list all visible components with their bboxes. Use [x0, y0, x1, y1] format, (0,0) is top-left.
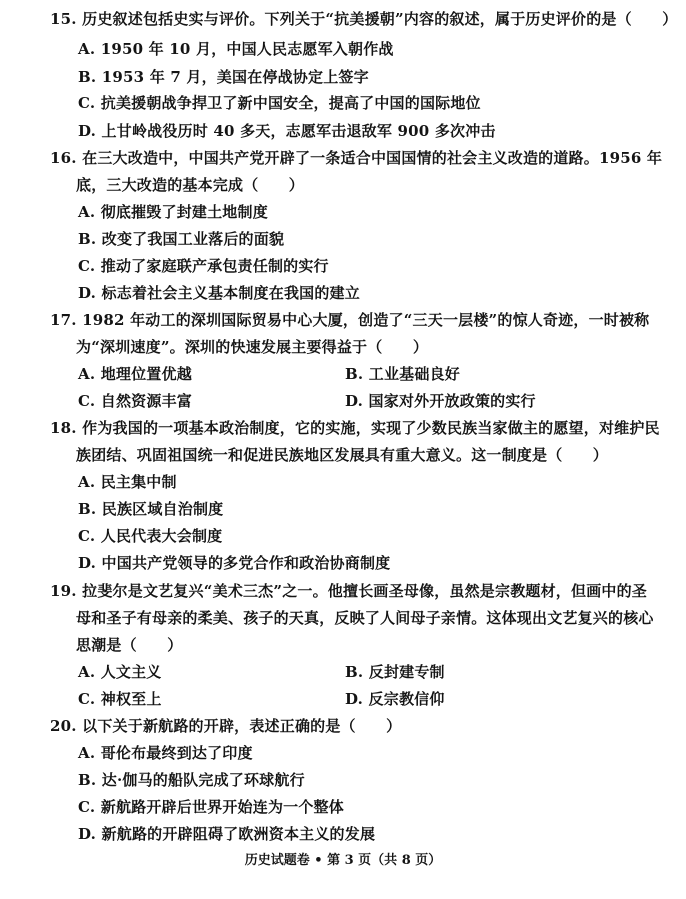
- option-text: 自然资源丰富: [100, 392, 192, 410]
- option-label: C.: [78, 257, 96, 275]
- option-b: [78, 499, 223, 519]
- question-stem-continuation: 为“深圳速度”。深圳的快速发展主要得益于（ ）: [76, 338, 429, 356]
- option-text: 人文主义: [100, 663, 162, 681]
- option-c: [78, 391, 192, 411]
- option-label: B.: [345, 663, 364, 681]
- option-text: 新航路的开辟阻碍了欧洲资本主义的发展: [101, 825, 376, 843]
- question-number: 18.: [50, 419, 77, 437]
- option-text: 新航路开辟后世界开始连为一个整体: [100, 798, 344, 816]
- option-label: B.: [78, 230, 97, 248]
- option-b: [78, 229, 284, 249]
- option-text: 推动了家庭联产承包责任制的实行: [100, 257, 329, 275]
- question-stem: [50, 581, 647, 601]
- question-stem: [50, 9, 677, 29]
- option-label: C.: [78, 392, 96, 410]
- option-d: [78, 553, 390, 573]
- option-a: [78, 202, 268, 222]
- option-label: A.: [78, 40, 96, 58]
- option-label: D.: [78, 122, 97, 140]
- question-number: 15.: [50, 10, 77, 28]
- option-text: 反宗教信仰: [368, 690, 445, 708]
- option-label: C.: [78, 527, 96, 545]
- option-d: [345, 689, 445, 709]
- option-text: 1950 年 10 月，中国人民志愿军入朝作战: [100, 40, 394, 58]
- option-label: B.: [345, 365, 364, 383]
- option-label: D.: [345, 690, 364, 708]
- option-label: B.: [78, 68, 97, 86]
- option-a: [78, 39, 394, 59]
- option-text: 彻底摧毁了封建土地制度: [100, 203, 268, 221]
- option-c: [78, 93, 481, 113]
- option-label: C.: [78, 94, 96, 112]
- option-label: D.: [78, 825, 97, 843]
- option-text: 1953 年 7 月，美国在停战协定上签字: [101, 68, 369, 86]
- option-d: [78, 283, 360, 303]
- option-label: D.: [78, 554, 97, 572]
- option-text: 民主集中制: [100, 473, 177, 491]
- option-c: [78, 797, 344, 817]
- question-number: 20.: [50, 717, 77, 735]
- option-text: 国家对外开放政策的实行: [368, 392, 536, 410]
- option-text: 中国共产党领导的多党合作和政治协商制度: [101, 554, 391, 572]
- option-label: D.: [78, 284, 97, 302]
- page-footer: 历史试题卷 • 第 3 页（共 8 页）: [244, 853, 442, 868]
- option-c: [78, 526, 222, 546]
- option-label: A.: [78, 365, 96, 383]
- question-stem-continuation: 思潮是（ ）: [76, 636, 183, 654]
- option-a: [78, 662, 162, 682]
- question-number: 16.: [50, 149, 77, 167]
- option-d: [78, 121, 496, 141]
- option-a: [78, 472, 177, 492]
- question-stem-line: 作为我国的一项基本政治制度，它的实施，实现了少数民族当家做主的愿望，对维护民: [82, 419, 660, 437]
- question-number: 19.: [50, 582, 77, 600]
- option-text: 达·伽马的船队完成了环球航行: [101, 771, 305, 789]
- option-text: 反封建专制: [368, 663, 445, 681]
- option-label: C.: [78, 798, 96, 816]
- option-text: 上甘岭战役历时 40 多天，志愿军击退敌军 900 多次冲击: [101, 122, 496, 140]
- option-a: [78, 364, 192, 384]
- question-stem: [50, 418, 660, 438]
- option-text: 哥伦布最终到达了印度: [100, 744, 253, 762]
- option-text: 工业基础良好: [368, 365, 460, 383]
- option-a: [78, 743, 253, 763]
- question-stem-continuation: 族团结、巩固祖国统一和促进民族地区发展具有重大意义。这一制度是（ ）: [76, 446, 609, 464]
- question-stem-line: 拉斐尔是文艺复兴“美术三杰”之一。他擅长画圣母像，虽然是宗教题材，但画中的圣: [82, 582, 648, 600]
- option-text: 神权至上: [100, 690, 162, 708]
- option-label: A.: [78, 744, 96, 762]
- question-stem-continuation: 母和圣子有母亲的柔美、孩子的天真，反映了人间母子亲情。这体现出文艺复兴的核心: [76, 609, 654, 627]
- option-text: 标志着社会主义基本制度在我国的建立: [101, 284, 360, 302]
- option-label: C.: [78, 690, 96, 708]
- question-number: 17.: [50, 311, 77, 329]
- option-d: [78, 824, 375, 844]
- option-label: A.: [78, 203, 96, 221]
- option-b: [78, 770, 305, 790]
- option-text: 地理位置优越: [100, 365, 192, 383]
- option-label: B.: [78, 500, 97, 518]
- option-d: [345, 391, 536, 411]
- option-c: [78, 689, 162, 709]
- question-stem: [50, 310, 649, 330]
- option-text: 人民代表大会制度: [100, 527, 223, 545]
- option-b: [78, 67, 369, 87]
- question-stem-line: 历史叙述包括史实与评价。下列关于“抗美援朝”内容的叙述，属于历史评价的是（ ）: [82, 10, 678, 28]
- question-stem-line: 以下关于新航路的开辟，表述正确的是（ ）: [82, 717, 402, 735]
- question-stem: [50, 716, 401, 736]
- option-label: D.: [345, 392, 364, 410]
- question-stem-line: 1982 年动工的深圳国际贸易中心大厦，创造了“三天一层楼”的惊人奇迹，一时被称: [82, 311, 650, 329]
- option-label: A.: [78, 473, 96, 491]
- option-label: A.: [78, 663, 96, 681]
- option-text: 抗美援朝战争捍卫了新中国安全，提高了中国的国际地位: [100, 94, 481, 112]
- question-stem-continuation: 底，三大改造的基本完成（ ）: [76, 176, 305, 194]
- question-stem-line: 在三大改造中，中国共产党开辟了一条适合中国国情的社会主义改造的道路。1956 年: [82, 149, 663, 167]
- option-text: 改变了我国工业落后的面貌: [101, 230, 285, 248]
- option-label: B.: [78, 771, 97, 789]
- option-b: [345, 662, 445, 682]
- option-b: [345, 364, 460, 384]
- question-stem: [50, 148, 662, 168]
- option-text: 民族区域自治制度: [101, 500, 224, 518]
- option-c: [78, 256, 329, 276]
